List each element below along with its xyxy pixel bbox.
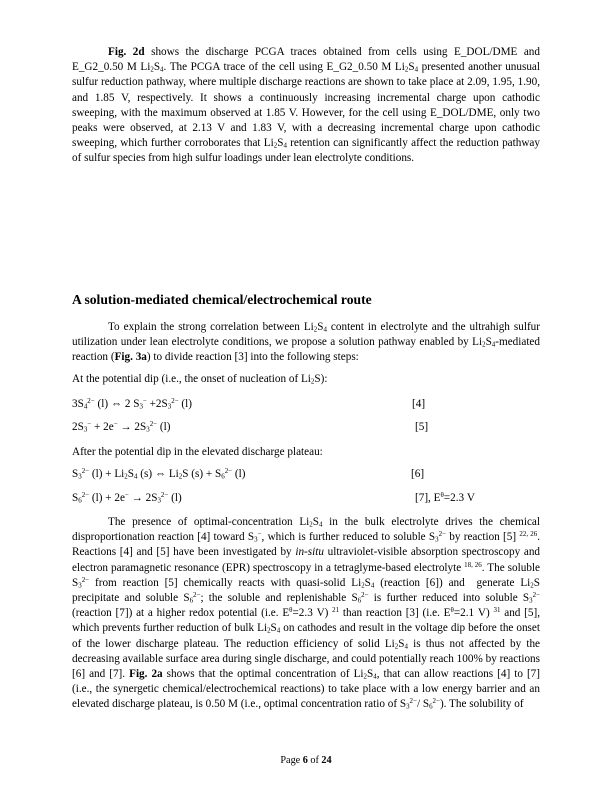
footer-page-number: 6 [302, 755, 308, 766]
paragraph-fig2d [72, 45, 540, 167]
equation-6: $S_3^{2-}$ $(l) + Li_2S_4$ (s) ⇔ $Li_2S$ $(s) + S_6^{2-}$ (l) [72, 467, 246, 481]
equation-7-number: [7], $E^\theta=2.3$ V [415, 491, 475, 504]
equation-4-number: [4] [412, 398, 426, 410]
equation-5-number: [5] [415, 421, 429, 433]
page-footer [0, 755, 612, 766]
fig-ref-2d: Fig. 2d [108, 46, 145, 58]
footer-middle: of [307, 755, 322, 766]
equation-7: $S_6^{2-}$ $(l) + 2e^- \to 2S_3^{2-}$ (l) [72, 491, 182, 505]
equation-5: $2S_3^- + 2e^- \to 2S_3^{2-}$ (l) [72, 420, 171, 434]
paragraph-fig2d-text: shows the discharge PCGA traces obtained from cells using E_DOL/DME and E_G2_0.50 M $Li_2S_4$. The PCGA trace of the cell using E_G2_0.50 M $Li_2S_4$ presented another unusual sulfur reduction pathway, where multiple discharge reactions are shown to take place at 2.09, 1.95, 1.90, and 1.85 V, respectively. It shows a continuously increasing incremental charge upon cathodic sweeping, with the maximum observed at 1.85 V. However, for the cell using E_DOL/DME, only two peaks were observed, at 2.13 V and 1.83 V, with a decreasing incremental charge upon cathodic sweeping, which further corroborates that $Li_2S_4$ retention can significantly affect the reduction pathway of sulfur species from high sulfur loadings under lean electrolyte conditions. [72, 46, 541, 165]
paragraph-mechanism: The presence of optimal-concentration $Li_2S_4$ in the bulk electrolyte drives the chemical disproportionation reaction [4] toward $S_3^-$, which is further reduced to soluble $S_3^{2-}$ by reaction [5] $^{22, 26}$. Reactions [4] and [5] have been investigated by in-situ ultraviolet-visible absorption spectroscopy and electron paramagnetic resonance (EPR) spectroscopy in a tetraglyme-based electrolyte $^{18, 26}$. The soluble $S_3^{2-}$ from reaction [5] chemically reacts with quasi-solid $Li_2S_4$ (reaction [6]) and generate $Li_2S$ precipitate and soluble $S_6^{2-}$; the soluble and replenishable $S_6^{2-}$ is further reduced into soluble $S_3^{2-}$ (reaction [7]) at a higher redox potential (i.e. $E^\theta=2.3$ V) $^{21}$ than reaction [3] (i.e. $E^\theta=2.1$ V) $^{31}$ and [5], which prevents further reduction of bulk $Li_2S_4$ on cathodes and result in the voltage dip before the onset of the lower discharge plateau. The reduction efficiency of solid $Li_2S_4$ is thus not affected by the decreasing available surface area during single discharge, and could potentially reach 100% by reactions [6] and [7]. Fig. 2a shows that the optimal concentration of $Li_2S_4$, that can allow reactions [4] to [7] (i.e., the synergetic chemical/electrochemical reactions) to take place with a low energy barrier and an elevated discharge plateau, is 0.50 M (i.e., optimal concentration ratio of $S_3^{2-}/$ $S_6^{2-}$). The solubility of [72, 516, 541, 712]
equation-6-number: [6] [411, 468, 425, 480]
equation-4: $3S_4^{2-}$ (l) ⇔ 2 $S_3^- +2S_3^{2-}$ (l) [72, 397, 192, 411]
step1-intro: At the potential dip (i.e., the onset of nucleation of $Li_2S$): [72, 373, 328, 386]
footer-prefix: Page [280, 755, 303, 766]
section-heading: A solution-mediated chemical/electrochemical route [72, 292, 372, 307]
footer-page-total: 24 [321, 755, 332, 766]
step2-intro: After the potential dip in the elevated discharge plateau: [72, 446, 323, 458]
paragraph-intro: To explain the strong correlation between $Li_2S_4$ content in electrolyte and the ultrahigh sulfur utilization under lean electrolyte conditions, we propose a solution pathway enabled by $Li_2S_4$-mediated reaction (Fig. 3a) to divide reaction [3] into the following steps: [72, 321, 540, 364]
